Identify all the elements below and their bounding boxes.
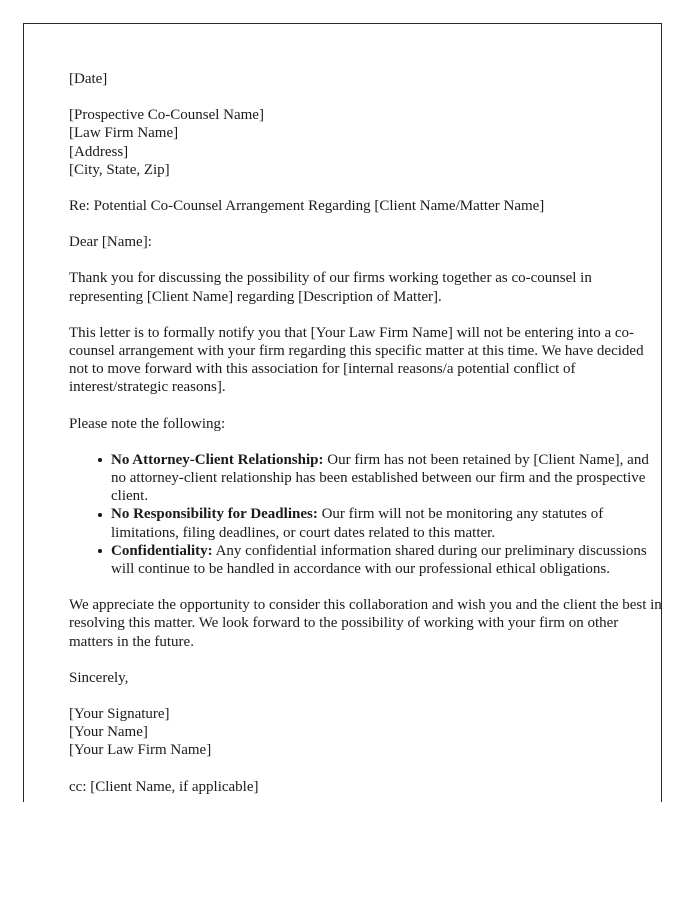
- list-item: [69, 451, 664, 506]
- bullet-disc-icon: [98, 458, 102, 462]
- opening-paragraph-block: [69, 269, 664, 305]
- subject-line-block: [69, 197, 664, 215]
- bullet-content: [111, 506, 603, 540]
- subject-line: Re: Potential Co-Counsel Arrangement Regarding [Client Name/Matter Name]: [69, 198, 545, 215]
- recipient-address-block: [69, 106, 664, 179]
- list-item: [69, 542, 664, 578]
- cc-line: cc: [Client Name, if applicable]: [69, 778, 259, 795]
- closing-paragraph: We appreciate the opportunity to consider this collaboration and wish you and the client the best in resolving this matter. We look forward to the possibility of working with your firm on other matters in the future.: [69, 597, 662, 650]
- recipient-city-state-zip: [City, State, Zip]: [69, 161, 170, 178]
- bullet-disc-icon: [98, 549, 102, 553]
- notice-bullet-list: [69, 451, 664, 578]
- bullet-body: Our firm will not be monitoring any statutes of limitations, filing deadlines, or court dates related to this matter.: [111, 506, 604, 541]
- recipient-address: [Address]: [69, 143, 129, 160]
- opening-paragraph: Thank you for discussing the possibility of our firms working together as co-counsel in representing [Client Name] regarding [Description of Matter].: [69, 270, 592, 305]
- bullet-disc-icon: [98, 513, 102, 517]
- letter-body: [69, 70, 664, 814]
- document-page: [23, 23, 662, 802]
- date-block: [69, 70, 664, 88]
- closing-paragraph-block: [69, 596, 664, 651]
- list-item: [69, 505, 664, 541]
- signature-block: [69, 705, 664, 760]
- signoff: Sincerely,: [69, 669, 129, 686]
- date-placeholder: [Date]: [69, 71, 108, 87]
- list-intro: Please note the following:: [69, 415, 226, 432]
- salutation: Dear [Name]:: [69, 234, 152, 251]
- bullet-body: Our firm has not been retained by [Client Name], and no attorney-client relationship has been established between our firm and the prospective client.: [111, 451, 649, 505]
- sender-name: [Your Name]: [69, 724, 148, 741]
- bullet-lead-in: No Attorney-Client Relationship:: [111, 451, 324, 468]
- cc-block: [69, 778, 664, 796]
- recipient-firm: [Law Firm Name]: [69, 125, 179, 142]
- list-intro-block: [69, 415, 664, 433]
- notice-paragraph-block: [69, 324, 664, 397]
- bullet-lead-in: No Responsibility for Deadlines:: [111, 506, 318, 523]
- bullet-lead-in: Confidentiality:: [111, 542, 213, 559]
- salutation-block: [69, 233, 664, 251]
- bullet-content: [111, 452, 649, 504]
- signoff-block: [69, 669, 664, 687]
- notice-bullet-list-block: [69, 451, 664, 578]
- sender-firm: [Your Law Firm Name]: [69, 742, 212, 759]
- bullet-content: [111, 543, 647, 577]
- signature-placeholder: [Your Signature]: [69, 706, 170, 723]
- bullet-body: Any confidential information shared during our preliminary discussions will continue to be handled in accordance with our professional ethical obligations.: [111, 542, 647, 578]
- notice-paragraph: This letter is to formally notify you that [Your Law Firm Name] will not be entering into a co-counsel arrangement with your firm regarding this specific matter at this time. We have decided not to move forward with this association for [internal reasons/a potential conflict of interest/strategic reasons].: [69, 324, 644, 396]
- recipient-name: [Prospective Co-Counsel Name]: [69, 107, 264, 124]
